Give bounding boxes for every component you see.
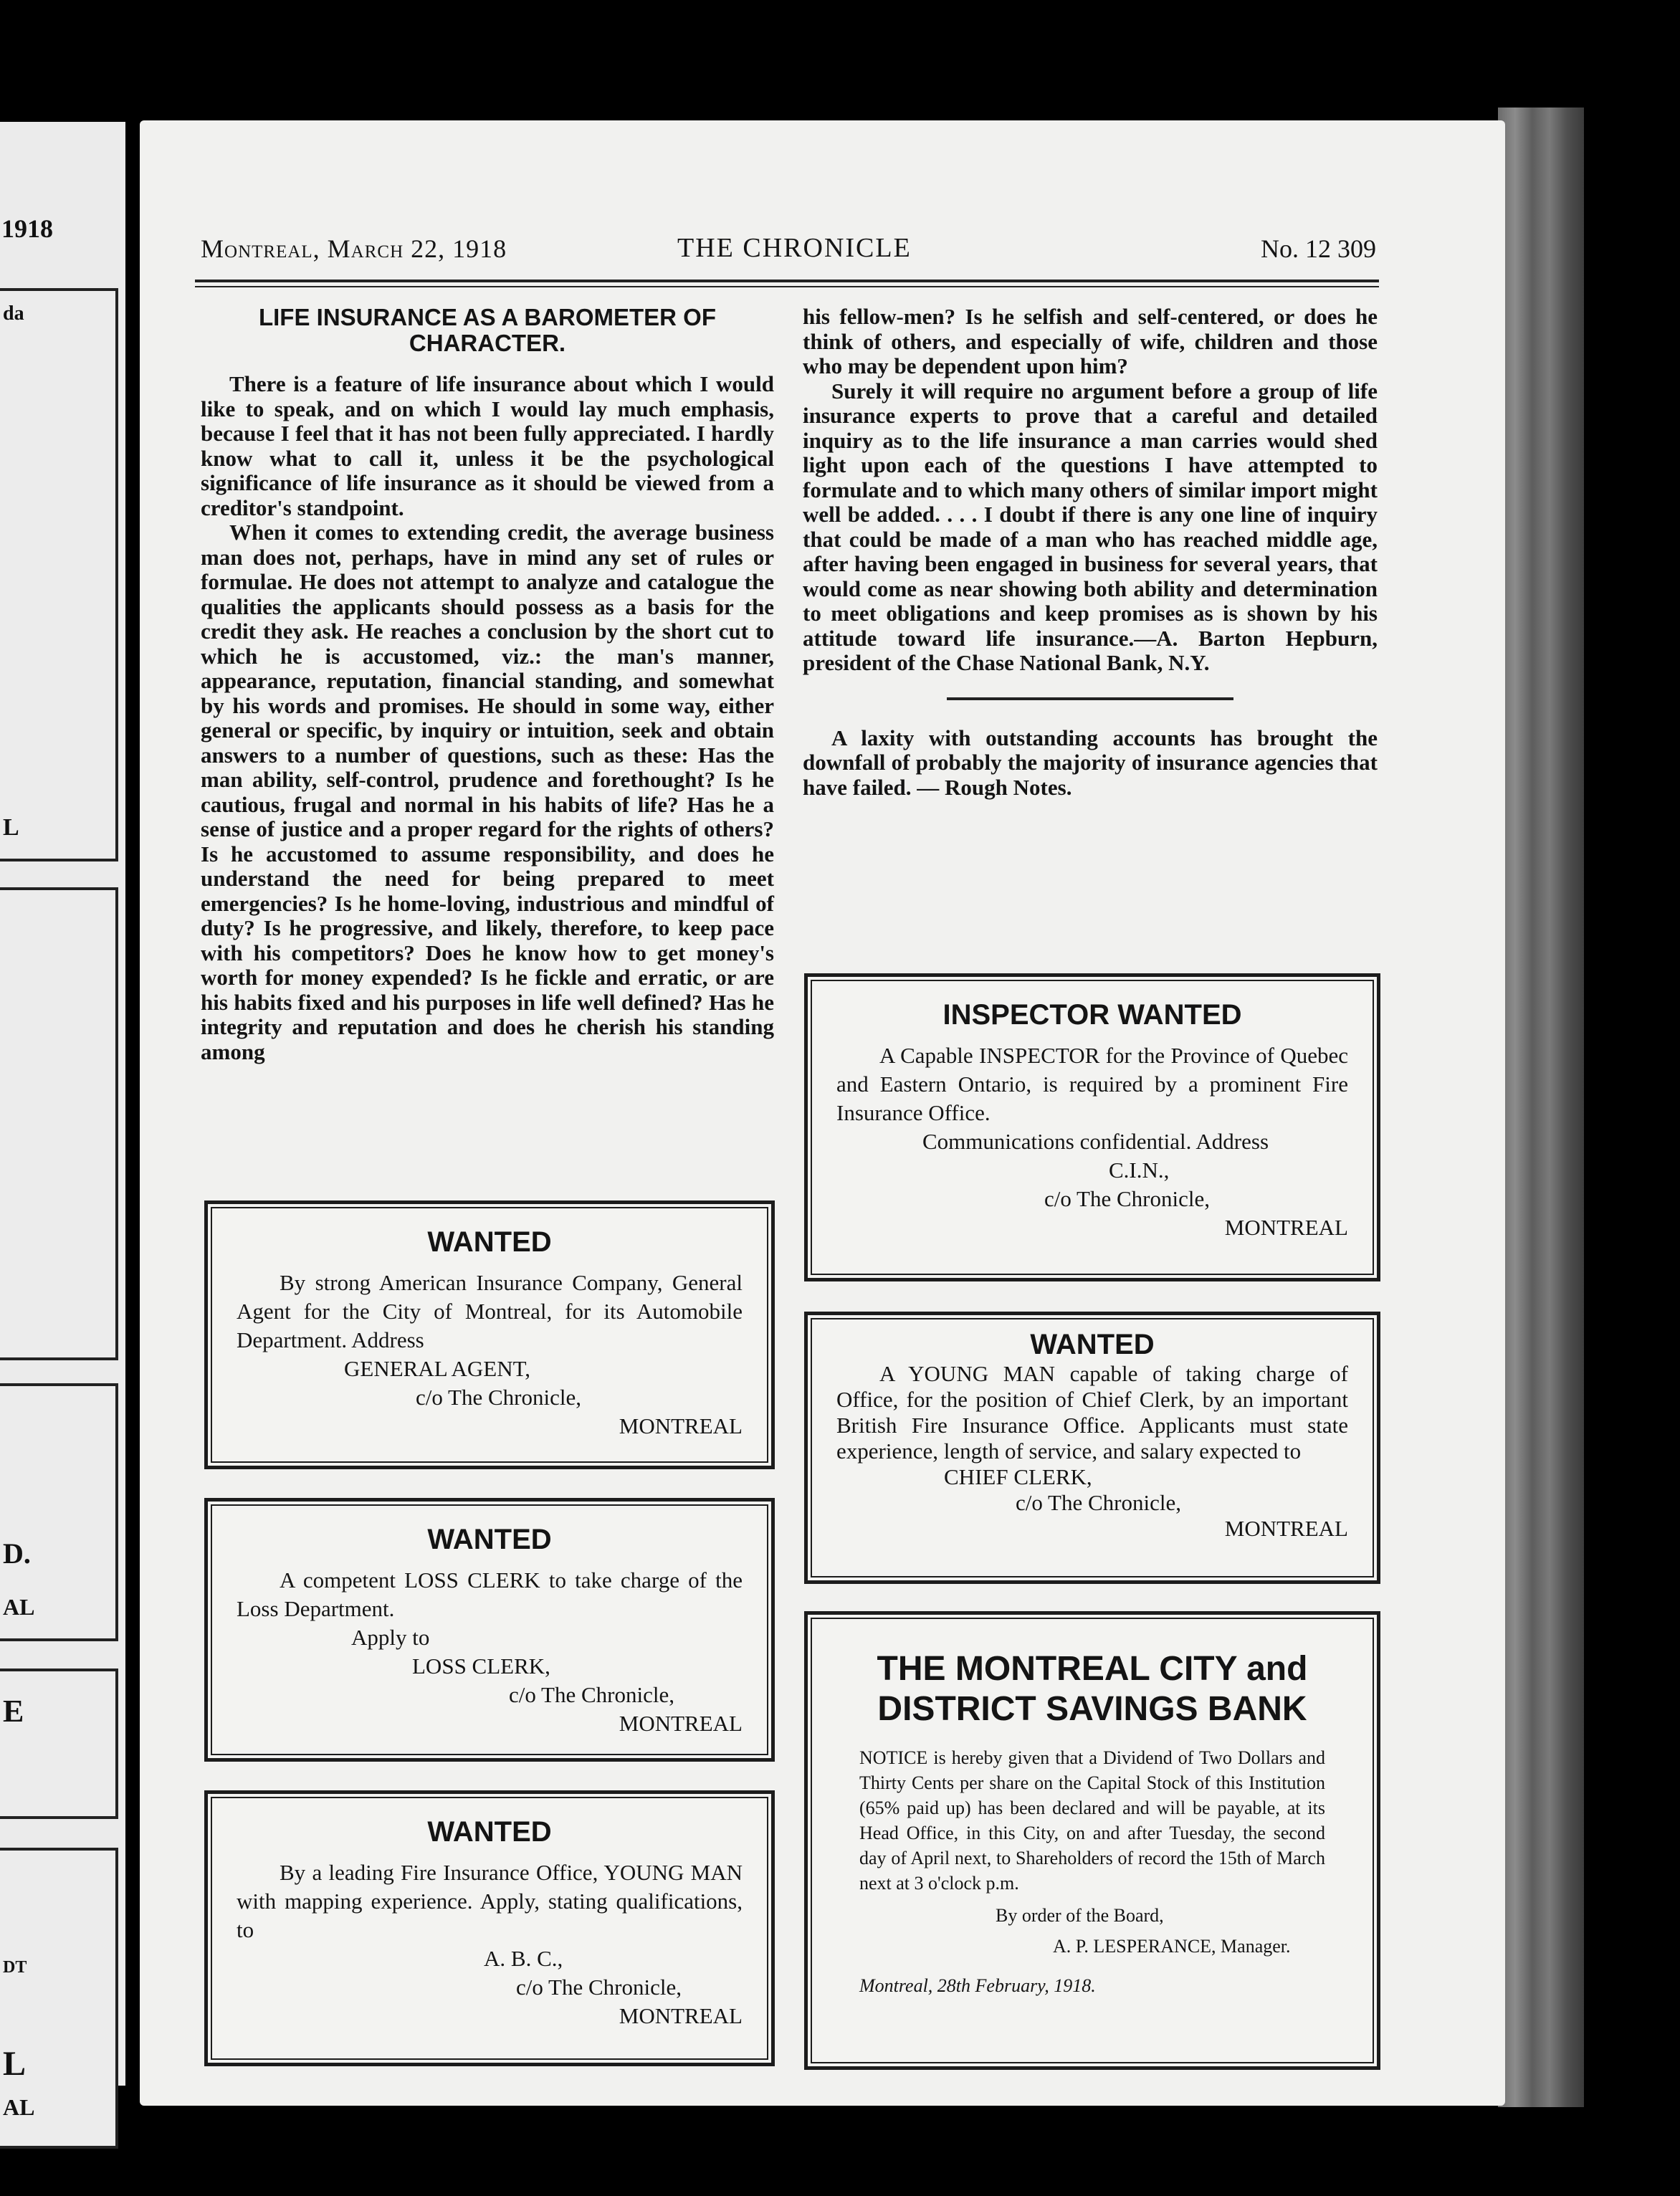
ad-contact-name: A. B. C., xyxy=(484,1946,563,1971)
article-column-right xyxy=(803,305,1378,800)
header-rule xyxy=(195,280,1379,282)
facing-page-box xyxy=(0,1669,118,1819)
classified-ad-loss-clerk xyxy=(204,1498,775,1762)
ad-communications: Communications confidential. Address xyxy=(922,1129,1269,1154)
ad-contact-care: c/o The Chronicle, xyxy=(509,1682,675,1707)
facing-page-box xyxy=(0,887,118,1360)
classified-ad-general-agent xyxy=(204,1200,775,1469)
article-paragraph: Surely it will require no argument before a group of life insurance experts to prove that a careful and detailed inquiry as to the life insurance a man carries would shed light upon each of the questions I have attempted to formulate and to which many others of similar import might well be added. . . . I doubt if there is any one line of inquiry that could be made of a man who has reached middle age, after having been engaged in business for several years, that would come as near showing both ability and determination to meet obligations and keep promises as is shown by his attitude toward life insurance.—A. Barton Hepburn, president of the Chase National Bank, N.Y. xyxy=(803,378,1378,675)
header-rule xyxy=(195,286,1379,287)
savings-bank-dividend-notice xyxy=(804,1611,1380,2070)
ad-contact-name: GENERAL AGENT, xyxy=(344,1356,531,1381)
article-title: LIFE INSURANCE AS A BAROMETER OF CHARACTER. xyxy=(258,304,716,356)
section-divider xyxy=(947,697,1233,700)
ad-apply: Apply to xyxy=(351,1625,430,1650)
facing-page-box xyxy=(0,1383,118,1641)
ad-title: WANTED xyxy=(427,1524,552,1555)
facing-page xyxy=(0,122,125,2120)
article-paragraph: When it comes to extending credit, the average business man does not, perhaps, have in mind any set of rules or formulae. He does not attempt to analyze and catalogue the qualities the applicants should possess as a basis for the credit they ask. He reaches a conclusion by the short cut to which he is accustomed, viz.: the man's manner, appearance, reputation, financial standing, and somewhat by his words and promises. He should in some way, either general or specific, by inquiry or intuition, seek and obtain answers to a number of questions, such as these: Has the man ability, self-control, prudence and forethought? Is he cautious, frugal and normal in his habits of life? Has he a sense of justice and a proper regard for the rights of others? Is he accustomed to assume responsibility, and does he understand the need for being prepared to meet emergencies? Is he home-loving, industrious and mindful of duty? Is he progressive, and likely, therefore, to keep pace with his competitors? Does he know how to get money's worth for money expended? Is he fickle and erratic, or are his habits fixed and his purposes in life well defined? Has he integrity and reputation and does he cherish his standing among xyxy=(201,520,774,1064)
header-publication: THE CHRONICLE xyxy=(677,233,912,263)
classified-ad-chief-clerk xyxy=(804,1312,1380,1584)
ad-contact-city: MONTREAL xyxy=(1224,1516,1348,1541)
ad-body: By a leading Fire Insurance Office, YOUNG MAN with mapping experience. Apply, stating qualifications, to xyxy=(237,1860,743,1942)
ad-contact-care: c/o The Chronicle, xyxy=(516,1975,682,2000)
bank-title xyxy=(836,1649,1348,1729)
ad-contact-city: MONTREAL xyxy=(619,1413,743,1438)
ad-title: WANTED xyxy=(427,1816,552,1848)
ad-contact-city: MONTREAL xyxy=(619,1711,743,1736)
facing-page-fragment: AL xyxy=(3,1594,35,1620)
ad-title: WANTED xyxy=(427,1226,552,1258)
facing-page-fragment: da xyxy=(3,302,24,325)
article-paragraph: his fellow-men? Is he selfish and self-centered, or does he think of others, and especially of wife, children and those who may be dependent upon him? xyxy=(803,304,1378,378)
facing-page-fragment: E xyxy=(3,1694,24,1729)
article-paragraph: There is a feature of life insurance about which I would like to speak, and on which I would lay much emphasis, because I feel that it has not been fully appreciated. I hardly know what to call it, unless it be the psychological significance of life insurance as it should be viewed from a creditor's standpoint. xyxy=(201,371,774,520)
ad-body: A Capable INSPECTOR for the Province of Quebec and Eastern Ontario, is required by a prominent Fire Insurance Office. xyxy=(836,1043,1348,1125)
ad-contact-name: C.I.N., xyxy=(1109,1157,1170,1183)
rough-notes-item: A laxity with outstanding accounts has brought the downfall of probably the majority of insurance agencies that have failed. — Rough Notes. xyxy=(803,725,1378,800)
facing-page-box xyxy=(0,288,118,861)
header-page-number: No. 12 309 xyxy=(1261,234,1376,263)
ad-title: INSPECTOR WANTED xyxy=(942,999,1242,1031)
classified-ad-inspector xyxy=(804,973,1380,1281)
ad-contact-care: c/o The Chronicle, xyxy=(1044,1186,1211,1211)
bank-title-line: DISTRICT SAVINGS BANK xyxy=(877,1690,1307,1728)
ad-contact-city: MONTREAL xyxy=(619,2003,743,2028)
page-edge xyxy=(1498,108,1584,2107)
facing-page-box xyxy=(0,1848,118,2149)
facing-page-fragment: DT xyxy=(3,1958,27,1977)
ad-title: WANTED xyxy=(1030,1329,1155,1360)
bank-title-line: THE MONTREAL CITY and xyxy=(877,1650,1308,1688)
running-header xyxy=(201,228,1376,271)
ad-contact-care: c/o The Chronicle, xyxy=(416,1385,582,1410)
ad-body: By strong American Insurance Company, General Agent for the City of Montreal, for its Automobile Department. Address xyxy=(237,1270,743,1352)
facing-page-year: 1918 xyxy=(1,214,53,243)
facing-page-fragment: D. xyxy=(3,1537,31,1570)
facing-page-fragment: AL xyxy=(3,2094,35,2120)
dividend-notice: NOTICE is hereby given that a Dividend of Two Dollars and Thirty Cents per share on the Capital Stock of this Institution (65% paid up) has been declared and will be payable, at its Head Office, in this City, on and after Tuesday, the second day of April next, to Shareholders of record the 15th of March next at 3 o'clock p.m. xyxy=(859,1747,1325,1894)
classified-ad-young-man-mapping xyxy=(204,1790,775,2066)
ad-body: A competent LOSS CLERK to take charge of the Loss Department. xyxy=(237,1567,743,1621)
article-column-left xyxy=(201,305,774,1064)
facing-page-fragment: L xyxy=(3,2045,27,2083)
ad-contact-name: CHIEF CLERK, xyxy=(944,1464,1092,1489)
notice-dateline: Montreal, 28th February, 1918. xyxy=(859,1975,1096,1996)
facing-page-fragment: L xyxy=(3,814,19,841)
ad-contact-city: MONTREAL xyxy=(1224,1215,1348,1240)
ad-contact-name: LOSS CLERK, xyxy=(412,1653,550,1679)
ad-contact-care: c/o The Chronicle, xyxy=(1016,1490,1182,1515)
manager-signature: A. P. LESPERANCE, Manager. xyxy=(1053,1936,1291,1957)
ad-body: A YOUNG MAN capable of taking charge of Office, for the position of Chief Clerk, by an important British Fire Insurance Office. Applicants must state experience, length of service, and salary expected to xyxy=(836,1361,1348,1464)
header-dateline: Montreal, March 22, 1918 xyxy=(201,234,507,263)
board-order: By order of the Board, xyxy=(996,1905,1164,1926)
